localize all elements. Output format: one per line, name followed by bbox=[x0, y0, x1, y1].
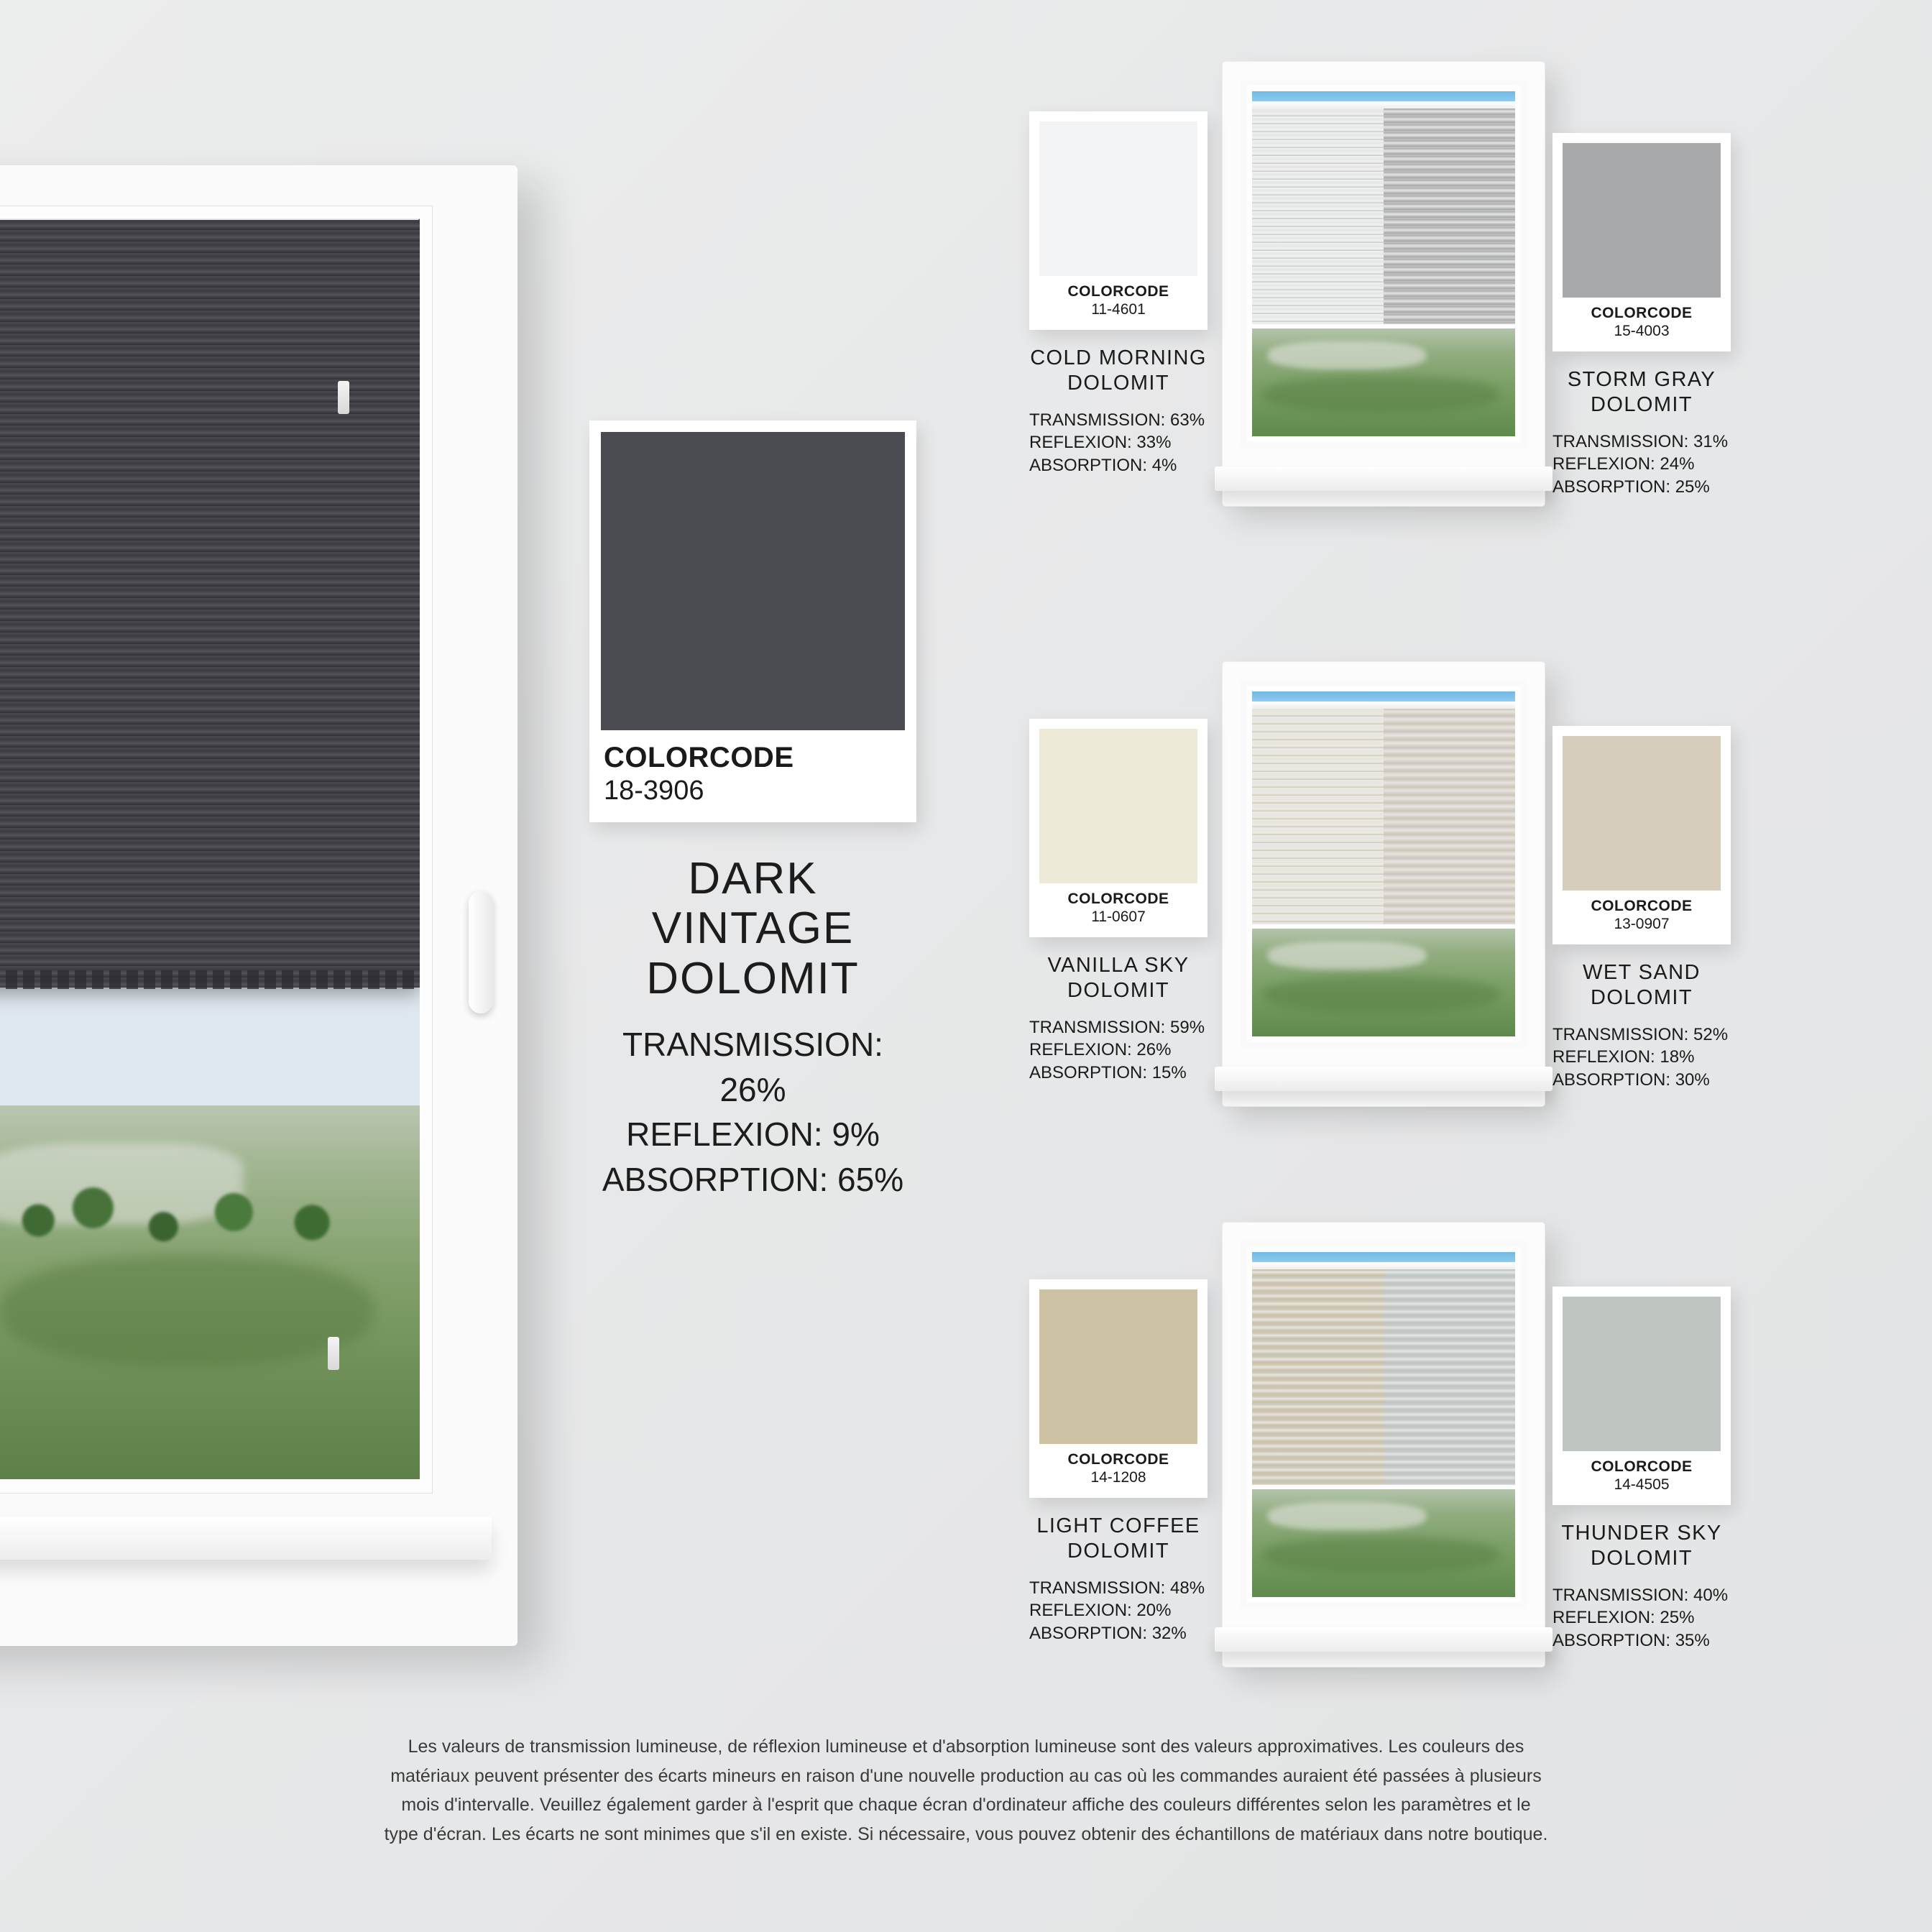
variant-3-colorcode-meta bbox=[1039, 883, 1197, 937]
variant-4-colorcode-meta bbox=[1563, 891, 1721, 944]
variant-4-title bbox=[1552, 960, 1731, 1011]
variant-5-specs bbox=[1029, 1577, 1208, 1645]
variant-3-specs bbox=[1029, 1016, 1208, 1085]
variant-4-title-line1: WET SAND bbox=[1583, 961, 1701, 984]
variant-6-reflexion: REFLEXION: 25% bbox=[1552, 1608, 1695, 1628]
variant-1-title-line1: COLD MORNING bbox=[1030, 346, 1207, 369]
main-color-chip bbox=[601, 432, 905, 730]
hero-landscape bbox=[0, 1105, 420, 1479]
scene-1-landscape bbox=[1252, 328, 1515, 436]
main-reflexion: REFLEXION: 9% bbox=[626, 1116, 880, 1154]
variant-2-colorcode-card bbox=[1552, 133, 1731, 351]
variant-6-specs bbox=[1552, 1584, 1731, 1652]
scene-3-sill bbox=[1215, 1627, 1552, 1652]
hero-frame-clip-bottom bbox=[328, 1337, 339, 1370]
scene-1-sill bbox=[1215, 466, 1552, 491]
main-product-title-line1: DARK VINTAGE bbox=[651, 854, 855, 954]
variant-6-transmission: TRANSMISSION: 40% bbox=[1552, 1585, 1729, 1605]
main-absorption: ABSORPTION: 65% bbox=[602, 1160, 904, 1198]
variant-5-absorption: ABSORPTION: 32% bbox=[1029, 1623, 1187, 1643]
variant-3-reflexion: REFLEXION: 26% bbox=[1029, 1040, 1172, 1060]
scene-3-glass bbox=[1252, 1252, 1515, 1597]
main-product-card bbox=[589, 420, 916, 1202]
variant-5-title-line1: LIGHT COFFEE bbox=[1036, 1514, 1200, 1537]
variant-1-color-chip bbox=[1039, 121, 1197, 276]
variant-1-colorcode-card bbox=[1029, 111, 1208, 330]
variant-4-colorcode-value: 13-0907 bbox=[1614, 916, 1670, 932]
variant-6-colorcode-value: 14-4505 bbox=[1614, 1476, 1670, 1493]
variant-5-colorcode-meta bbox=[1039, 1444, 1197, 1498]
variant-4-transmission: TRANSMISSION: 52% bbox=[1552, 1024, 1729, 1044]
variant-1-reflexion: REFLEXION: 33% bbox=[1029, 433, 1172, 453]
variant-3-colorcode-card bbox=[1029, 719, 1208, 937]
main-colorcode-value: 18-3906 bbox=[604, 776, 704, 806]
variant-1-colorcode-value: 11-4601 bbox=[1091, 301, 1146, 318]
hero-window-sill bbox=[0, 1517, 492, 1560]
scene-2-inner bbox=[1241, 680, 1527, 1048]
variant-2-absorption: ABSORPTION: 25% bbox=[1552, 477, 1710, 497]
main-product-title-line2: DOLOMIT bbox=[646, 953, 860, 1003]
disclaimer-line-2: matériaux peuvent présenter des écarts mineurs en raison d'une nouvelle production au cas où les commandes auraient été passées à plusieurs bbox=[390, 1765, 1542, 1786]
variant-6-color-chip bbox=[1563, 1297, 1721, 1451]
scene-2-landscape bbox=[1252, 929, 1515, 1036]
variant-5-colorcode-label: COLORCODE bbox=[1067, 1451, 1169, 1468]
variant-3-title bbox=[1029, 953, 1208, 1003]
variant-2-title bbox=[1552, 367, 1731, 418]
variant-1-specs bbox=[1029, 409, 1208, 477]
variant-4-specs bbox=[1552, 1024, 1731, 1092]
room-scene-2 bbox=[1222, 661, 1545, 1107]
hero-frame-clip-top bbox=[338, 381, 349, 414]
variant-card-cold-morning-dolomit bbox=[1029, 111, 1208, 477]
variant-card-wet-sand-dolomit bbox=[1552, 726, 1731, 1092]
variant-1-transmission: TRANSMISSION: 63% bbox=[1029, 410, 1205, 430]
scene-1-blind-right bbox=[1384, 109, 1515, 324]
variant-6-absorption: ABSORPTION: 35% bbox=[1552, 1630, 1710, 1650]
disclaimer-line-4: type d'écran. Les écarts ne sont minimes que s'il en existe. Si nécessaire, vous pouvez obtenir des échantillons de matériaux dans notre boutique. bbox=[384, 1823, 1548, 1844]
legal-disclaimer bbox=[355, 1732, 1577, 1849]
variant-5-transmission: TRANSMISSION: 48% bbox=[1029, 1578, 1205, 1598]
variant-5-colorcode-card bbox=[1029, 1279, 1208, 1498]
variant-2-colorcode-value: 15-4003 bbox=[1614, 323, 1670, 339]
hero-window-glass bbox=[0, 218, 420, 1479]
variant-3-absorption: ABSORPTION: 15% bbox=[1029, 1062, 1187, 1082]
scene-1-glass bbox=[1252, 91, 1515, 436]
variant-3-transmission: TRANSMISSION: 59% bbox=[1029, 1017, 1205, 1037]
variant-1-title-line2: DOLOMIT bbox=[1067, 371, 1169, 395]
scene-2-sill bbox=[1215, 1067, 1552, 1091]
scene-3-blind-left bbox=[1252, 1269, 1384, 1485]
variant-6-title bbox=[1552, 1521, 1731, 1571]
hero-blind-handle bbox=[469, 891, 493, 1013]
scene-1-blind-left bbox=[1252, 109, 1384, 324]
variant-4-colorcode-card bbox=[1552, 726, 1731, 944]
disclaimer-line-3: mois d'intervalle. Veuillez également garder à l'esprit que chaque écran d'ordinateur affiche des couleurs différentes selon les paramètres et le bbox=[401, 1795, 1531, 1815]
scene-3-inner bbox=[1241, 1241, 1527, 1609]
variant-2-colorcode-label: COLORCODE bbox=[1591, 305, 1693, 321]
variant-5-title bbox=[1029, 1514, 1208, 1564]
variant-3-colorcode-label: COLORCODE bbox=[1067, 891, 1169, 907]
variant-1-absorption: ABSORPTION: 4% bbox=[1029, 455, 1177, 475]
scene-3-blind-right bbox=[1384, 1269, 1515, 1485]
scene-1-inner bbox=[1241, 80, 1527, 448]
main-colorcode-card bbox=[589, 420, 916, 822]
variant-1-colorcode-label: COLORCODE bbox=[1067, 283, 1169, 300]
variant-card-vanilla-sky-dolomit bbox=[1029, 719, 1208, 1085]
variant-2-color-chip bbox=[1563, 143, 1721, 298]
variant-4-title-line2: DOLOMIT bbox=[1591, 985, 1693, 1009]
variant-2-colorcode-meta bbox=[1563, 298, 1721, 351]
variant-2-title-line1: STORM GRAY bbox=[1567, 368, 1716, 391]
variant-1-title bbox=[1029, 346, 1208, 396]
scene-3-landscape bbox=[1252, 1489, 1515, 1597]
variant-1-colorcode-meta bbox=[1039, 276, 1197, 330]
hero-pleated-blind bbox=[0, 218, 420, 988]
scene-2-glass bbox=[1252, 691, 1515, 1036]
room-scene-3 bbox=[1222, 1222, 1545, 1668]
hero-blind-headrail bbox=[0, 218, 420, 220]
scene-2-blind-right bbox=[1384, 709, 1515, 924]
variant-6-colorcode-card bbox=[1552, 1287, 1731, 1505]
variant-2-transmission: TRANSMISSION: 31% bbox=[1552, 431, 1729, 451]
variant-card-thunder-sky-dolomit bbox=[1552, 1287, 1731, 1652]
hero-trees bbox=[0, 1158, 382, 1263]
variant-4-reflexion: REFLEXION: 18% bbox=[1552, 1047, 1695, 1067]
disclaimer-line-1: Les valeurs de transmission lumineuse, de réflexion lumineuse et d'absorption lumineuse sont des valeurs approximatives. Les couleurs des bbox=[408, 1736, 1524, 1757]
variant-4-colorcode-label: COLORCODE bbox=[1591, 898, 1693, 914]
variant-3-title-line1: VANILLA SKY bbox=[1047, 954, 1190, 977]
main-colorcode-label: COLORCODE bbox=[604, 742, 794, 773]
variant-3-color-chip bbox=[1039, 729, 1197, 883]
variant-3-colorcode-value: 11-0607 bbox=[1091, 908, 1146, 925]
hero-window-photo bbox=[0, 165, 518, 1646]
variant-6-title-line2: DOLOMIT bbox=[1591, 1546, 1693, 1570]
room-scene-1 bbox=[1222, 61, 1545, 507]
main-product-title bbox=[589, 854, 916, 1003]
variant-5-title-line2: DOLOMIT bbox=[1067, 1539, 1169, 1563]
variant-6-colorcode-label: COLORCODE bbox=[1591, 1458, 1693, 1475]
variant-3-title-line2: DOLOMIT bbox=[1067, 978, 1169, 1002]
scene-2-blind-left bbox=[1252, 709, 1384, 924]
variant-6-title-line1: THUNDER SKY bbox=[1561, 1522, 1722, 1545]
variant-2-title-line2: DOLOMIT bbox=[1591, 392, 1693, 416]
variant-card-light-coffee-dolomit bbox=[1029, 1279, 1208, 1645]
variant-4-color-chip bbox=[1563, 736, 1721, 891]
variant-card-storm-gray-dolomit bbox=[1552, 133, 1731, 499]
variant-5-reflexion: REFLEXION: 20% bbox=[1029, 1601, 1172, 1621]
variant-6-colorcode-meta bbox=[1563, 1451, 1721, 1505]
variant-2-reflexion: REFLEXION: 24% bbox=[1552, 454, 1695, 474]
main-product-specs bbox=[589, 1022, 916, 1202]
variant-5-colorcode-value: 14-1208 bbox=[1090, 1469, 1146, 1486]
main-transmission: TRANSMISSION: 26% bbox=[622, 1026, 883, 1108]
main-colorcode-meta bbox=[601, 730, 905, 822]
variant-5-color-chip bbox=[1039, 1289, 1197, 1444]
variant-2-specs bbox=[1552, 431, 1731, 499]
variant-4-absorption: ABSORPTION: 30% bbox=[1552, 1070, 1710, 1090]
